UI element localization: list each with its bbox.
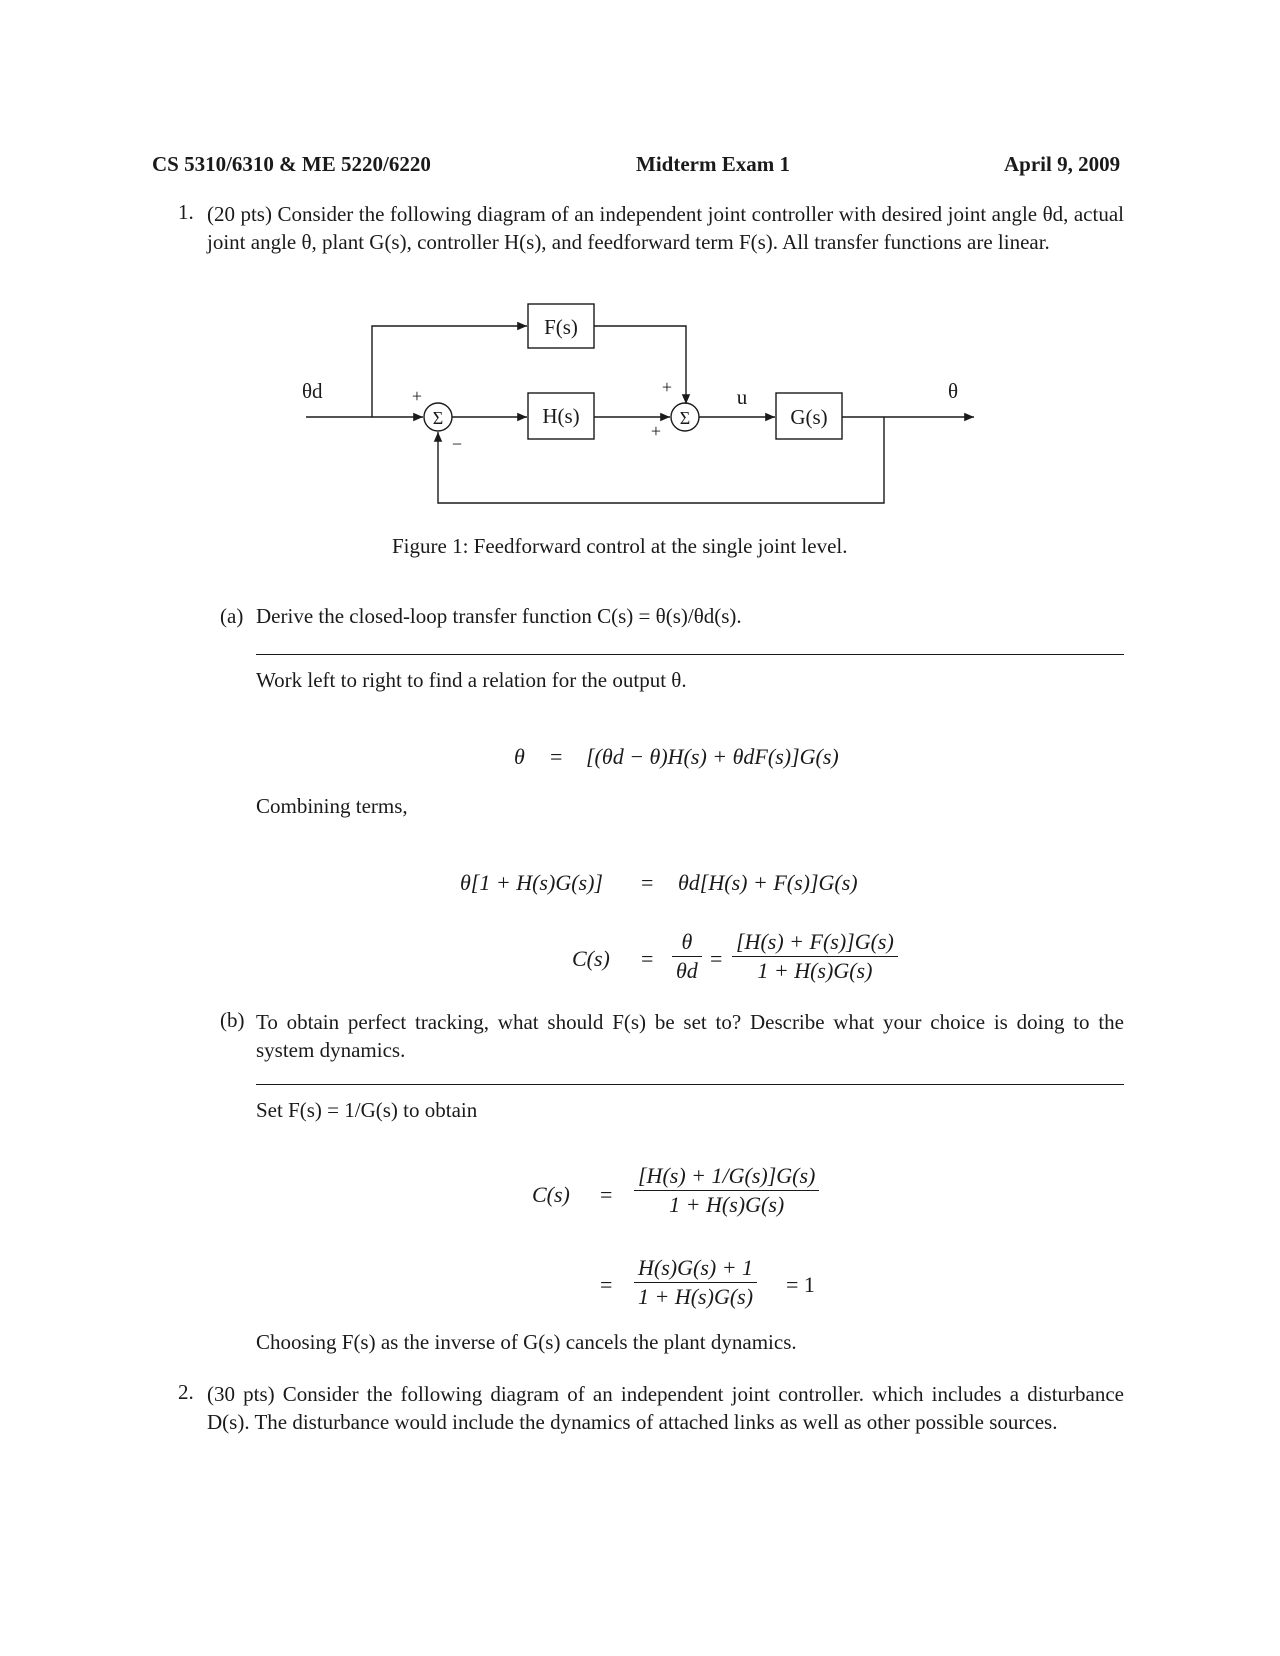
- eq-a3-lhs: C(s): [572, 946, 610, 971]
- eq-b1-num: [H(s) + 1/G(s)]G(s): [634, 1162, 819, 1191]
- eq-b1-lhs: C(s): [532, 1182, 570, 1207]
- eq-a2-lhs: θ[1 + H(s)G(s)]: [460, 870, 603, 895]
- part-b-label: (b): [220, 1008, 245, 1032]
- eq-a3-fraction-2: [732, 928, 898, 985]
- problem1-number: 1.: [178, 200, 194, 224]
- eq-b2-equals: =: [600, 1272, 613, 1297]
- eq-b2-den: 1 + H(s)G(s): [638, 1284, 754, 1309]
- eq-b2-fraction: [634, 1254, 757, 1311]
- eq-b1-fraction: [634, 1162, 819, 1219]
- input-label-theta-d: θd: [302, 379, 323, 403]
- eq-a1-equals: =: [550, 744, 563, 769]
- output-label-theta: θ: [947, 379, 959, 403]
- eq-a2-equals: =: [641, 870, 654, 895]
- course-code: CS 5310/6310 & ME 5220/6220: [152, 152, 431, 176]
- part-b-answer-intro: Set F(s) = 1/G(s) to obtain: [256, 1098, 478, 1122]
- eq-b2-result: = 1: [786, 1272, 815, 1297]
- eq-a3-fraction-1: [672, 928, 702, 985]
- feedforward-path-out: [594, 326, 686, 404]
- part-a-answer-intro: Work left to right to find a relation for the output θ.: [256, 668, 687, 692]
- signal-u-label: u: [736, 385, 748, 409]
- problem2-text: (30 pts) Consider the following diagram of an independent joint controller. which includes a disturbance D(s). The disturbance would include the dynamics of attached links as well as other possible sources.: [207, 1382, 1124, 1434]
- part-b-rule: [256, 1084, 1124, 1085]
- f-block-label: F(s): [544, 315, 578, 339]
- part-a-label: (a): [220, 604, 244, 628]
- figure-caption: Figure 1: Feedforward control at the single joint level.: [392, 534, 848, 558]
- sum2-plus-top: +: [661, 377, 673, 397]
- sum2-symbol: Σ: [679, 408, 691, 428]
- sum1-plus-sign: +: [411, 386, 423, 406]
- sum2-plus-left: +: [650, 421, 662, 441]
- eq-b2-num: H(s)G(s) + 1: [634, 1254, 757, 1283]
- eq-a1-rhs: [(θd − θ)H(s) + θdF(s)]G(s): [586, 744, 839, 769]
- g-block-label: G(s): [790, 405, 828, 429]
- eq-a3-frac2-num: [H(s) + F(s)]G(s): [732, 928, 898, 957]
- combining-terms-text: Combining terms,: [256, 794, 408, 818]
- part-b-question: To obtain perfect tracking, what should F(s) be set to? Describe what your choice is doing to the system dynamics.: [256, 1010, 1124, 1062]
- eq-b1-equals: =: [600, 1182, 613, 1207]
- exam-date: April 9, 2009: [1004, 152, 1121, 176]
- part-b-conclusion: Choosing F(s) as the inverse of G(s) cancels the plant dynamics.: [256, 1330, 797, 1354]
- eq-a3-frac1-den: θd: [676, 958, 698, 983]
- problem2-number: 2.: [178, 1380, 194, 1404]
- eq-a3-equals-2: =: [710, 946, 723, 971]
- part-a-rule: [256, 654, 1124, 655]
- eq-a3-frac2-den: 1 + H(s)G(s): [757, 958, 873, 983]
- eq-a3-frac1-num: θ: [672, 928, 702, 957]
- sum1-minus-sign: −: [451, 434, 463, 454]
- exam-title: Midterm Exam 1: [636, 152, 790, 176]
- feedforward-path-in: [372, 326, 527, 417]
- h-block-label: H(s): [542, 404, 580, 428]
- sum1-symbol: Σ: [432, 408, 444, 428]
- problem1-text: (20 pts) Consider the following diagram of an independent joint controller with desired joint angle θd, actual joint angle θ, plant G(s), controller H(s), and feedforward term F(s). All transfer functions are linear.: [207, 202, 1124, 254]
- eq-a2-rhs: θd[H(s) + F(s)]G(s): [678, 870, 858, 895]
- eq-a3-equals: =: [641, 946, 654, 971]
- eq-b1-den: 1 + H(s)G(s): [669, 1192, 785, 1217]
- block-diagram: [0, 0, 1280, 520]
- part-a-question: Derive the closed-loop transfer function C(s) = θ(s)/θd(s).: [256, 604, 742, 628]
- eq-a1-lhs: θ: [514, 744, 525, 769]
